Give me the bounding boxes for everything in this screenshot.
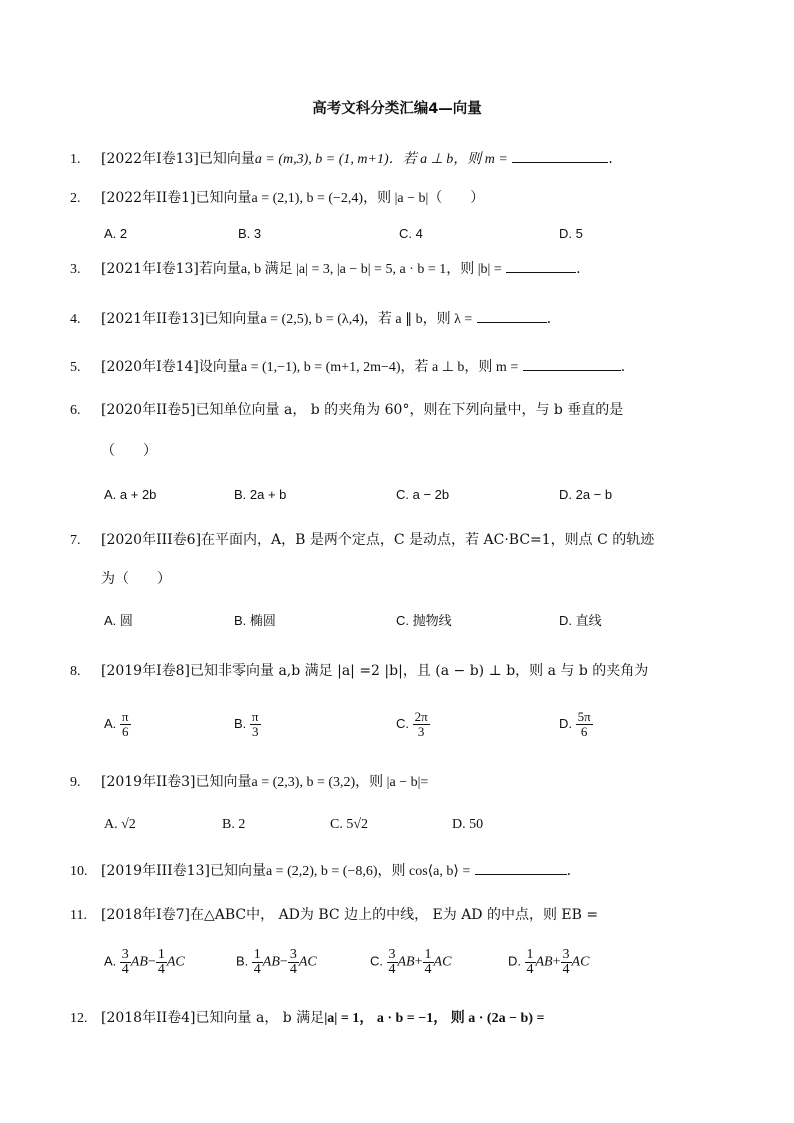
option-label: C.	[370, 953, 383, 969]
option-label: D.	[559, 715, 572, 731]
option-label: D.	[508, 953, 521, 969]
question-number: 11.	[70, 908, 87, 923]
denominator: 4	[157, 962, 165, 977]
option-label: A.	[104, 715, 117, 731]
question-stem: [2018年II卷4]已知向量 a， b 满足	[101, 1010, 325, 1026]
question-number: 1.	[70, 152, 81, 167]
vector-ab: AB	[535, 954, 553, 970]
option-b[interactable]	[236, 948, 317, 977]
denominator: 4	[526, 962, 534, 977]
question-number: 6.	[70, 403, 81, 418]
question-math: a = (2,1), b = (−2,4)，则 |a − b|（ ）	[251, 191, 485, 206]
denominator: 4	[388, 962, 396, 977]
denominator: 4	[253, 962, 261, 977]
question-12	[70, 1008, 754, 1029]
question-stem: [2019年III卷13]已知向量	[101, 863, 266, 879]
question-stem: [2018年I卷7]在△ABC中， AD为 BC 边上的中线， E为 AD 的中点，则 EB =	[101, 907, 599, 923]
question-number: 4.	[70, 312, 81, 327]
page-title: 高考文科分类汇编4—向量	[312, 101, 482, 117]
option-a[interactable]: A. a + 2b	[104, 487, 157, 502]
option-d[interactable]	[559, 710, 593, 739]
fraction	[423, 948, 434, 977]
fraction	[250, 710, 261, 739]
answer-blank[interactable]	[523, 356, 621, 371]
question-7-continuation: 为（ ）	[101, 571, 171, 587]
operator: −	[279, 954, 288, 970]
numerator: 3	[289, 947, 297, 962]
fraction	[120, 948, 131, 977]
fraction	[561, 948, 572, 977]
option-a[interactable]: A. √2	[104, 817, 136, 832]
option-c[interactable]: C. 4	[399, 226, 423, 241]
question-5: 5. [2020年I卷14]设向量a = (1,−1), b = (m+1, 2m−4)，若 a ⊥ b，则 m = .	[70, 356, 754, 378]
fraction	[576, 710, 593, 739]
question-math: a = (m,3), b = (1, m+1)．若 a ⊥ b，则 m =	[254, 152, 508, 167]
question-2	[70, 188, 754, 209]
operator: +	[414, 954, 423, 970]
question-number: 9.	[70, 775, 81, 790]
option-c[interactable]: C. 5√2	[330, 817, 369, 832]
option-label: A.	[104, 953, 117, 969]
denominator: 6	[121, 724, 129, 739]
option-label: C.	[396, 715, 409, 731]
operator: +	[552, 954, 561, 970]
options-11	[104, 948, 664, 988]
numerator: 1	[424, 947, 432, 962]
numerator: π	[251, 709, 259, 724]
question-11	[70, 905, 754, 926]
denominator: 4	[121, 962, 129, 977]
question-4: 4. [2021年II卷13]已知向量a = (2,5), b = (λ,4)，若 a ∥ b，则 λ = ．	[70, 308, 754, 330]
question-1: 1. [2022年I卷13]已知向量a = (m,3), b = (1, m+1)．若 a ⊥ b，则 m = ．	[70, 148, 754, 170]
denominator: 6	[580, 724, 588, 739]
numerator: 1	[157, 947, 165, 962]
option-label: B.	[236, 953, 249, 969]
option-a[interactable]: A. 圆	[104, 613, 133, 628]
numerator: 3	[562, 947, 570, 962]
operator: −	[147, 954, 156, 970]
question-6	[70, 400, 754, 421]
fraction	[525, 948, 536, 977]
question-number: 5.	[70, 360, 81, 375]
answer-blank[interactable]	[475, 860, 567, 875]
question-stem: [2020年II卷5]已知单位向量 a， b 的夹角为 60°，则在下列向量中，与 b 垂直的是	[101, 402, 624, 418]
options-6	[104, 485, 664, 505]
fraction	[387, 948, 398, 977]
question-number: 10.	[70, 864, 88, 879]
question-3: 3. [2021年I卷13]若向量a, b 满足 |a| = 3, |a − b| = 5, a · b = 1，则 |b| = .	[70, 258, 754, 280]
option-d[interactable]	[508, 948, 589, 977]
question-number: 7.	[70, 533, 81, 548]
answer-blank[interactable]	[506, 258, 576, 273]
vector-ac: AC	[571, 954, 590, 970]
question-math: a = (2,2), b = (−8,6)，则 cos⟨a, b⟩ =	[265, 864, 471, 879]
numerator: π	[121, 709, 129, 724]
question-10: 10. [2019年III卷13]已知向量a = (2,2), b = (−8,6)，则 cos⟨a, b⟩ = ．	[70, 860, 754, 882]
numerator: 3	[388, 947, 396, 962]
question-math: a, b 满足 |a| = 3, |a − b| = 5, a · b = 1，则 |b| =	[240, 262, 502, 277]
question-stem: [2021年II卷13]已知向量	[101, 311, 261, 327]
fraction	[120, 710, 131, 739]
option-d[interactable]: D. 2a − b	[559, 487, 613, 502]
answer-blank[interactable]	[512, 148, 608, 163]
denominator: 3	[417, 724, 425, 739]
fraction	[413, 710, 430, 739]
options-2	[104, 224, 644, 244]
question-7	[70, 530, 754, 551]
option-c[interactable]: C. 抛物线	[396, 613, 452, 628]
option-c[interactable]: C. a − 2b	[396, 487, 450, 502]
answer-blank[interactable]	[477, 308, 547, 323]
options-8	[104, 710, 664, 750]
vector-ab: AB	[397, 954, 415, 970]
option-label: B.	[234, 715, 247, 731]
question-number: 8.	[70, 664, 81, 679]
question-stem: [2019年I卷8]已知非零向量 a,b 满足 |a| =2 |b|，且 (a − b) ⊥ b，则 a 与 b 的夹角为	[101, 663, 649, 679]
question-stem: [2020年I卷14]设向量	[101, 359, 241, 375]
numerator: 5π	[577, 709, 591, 724]
option-d[interactable]: D. 5	[559, 226, 583, 241]
option-d[interactable]: D. 直线	[559, 613, 602, 628]
question-stem: [2019年II卷3]已知向量	[101, 774, 252, 790]
numerator: 2π	[414, 709, 428, 724]
denominator: 3	[251, 724, 259, 739]
question-math: a = (2,5), b = (λ,4)，若 a ∥ b，则 λ =	[260, 312, 473, 327]
option-a[interactable]: A. 2	[104, 226, 128, 241]
question-math: a = (2,3), b = (3,2)，则 |a − b|=	[251, 775, 429, 790]
question-stem: [2022年I卷13]已知向量	[101, 151, 255, 167]
question-number: 12.	[70, 1011, 88, 1026]
question-stem: [2021年I卷13]若向量	[101, 261, 241, 277]
fraction	[288, 948, 299, 977]
question-stem: [2020年III卷6]在平面内，A，B 是两个定点，C 是动点，若 AC·BC=1，则点 C 的轨迹	[101, 532, 655, 548]
vector-ac: AC	[298, 954, 317, 970]
option-b[interactable]: B. 3	[238, 226, 262, 241]
option-c[interactable]	[396, 710, 430, 739]
options-9	[104, 815, 524, 835]
vector-ab: AB	[130, 954, 148, 970]
option-b[interactable]: B. 2	[222, 817, 246, 832]
numerator: 1	[526, 947, 534, 962]
question-number: 3.	[70, 262, 81, 277]
option-c[interactable]	[370, 948, 451, 977]
option-b[interactable]: B. 椭圆	[234, 613, 276, 628]
fraction	[156, 948, 167, 977]
question-stem: [2022年II卷1]已知向量	[101, 190, 252, 206]
option-a[interactable]	[104, 710, 131, 739]
question-8	[70, 661, 754, 682]
numerator: 3	[121, 947, 129, 962]
option-a[interactable]	[104, 948, 185, 977]
options-7	[104, 611, 664, 631]
option-b[interactable]: B. 2a + b	[234, 487, 287, 502]
denominator: 4	[289, 962, 297, 977]
numerator: 1	[253, 947, 261, 962]
question-math: |a| = 1， a · b = −1， 则 a · (2a − b) =	[324, 1011, 545, 1026]
denominator: 4	[562, 962, 570, 977]
vector-ac: AC	[166, 954, 185, 970]
question-number: 2.	[70, 191, 81, 206]
denominator: 4	[424, 962, 432, 977]
question-9	[70, 772, 754, 793]
vector-ab: AB	[262, 954, 280, 970]
answer-parentheses[interactable]: （ ）	[101, 443, 157, 459]
question-math: a = (1,−1), b = (m+1, 2m−4)，若 a ⊥ b，则 m =	[240, 360, 519, 375]
vector-ac: AC	[433, 954, 452, 970]
option-b[interactable]	[234, 710, 261, 739]
fraction	[252, 948, 263, 977]
option-d[interactable]: D. 50	[452, 817, 484, 832]
